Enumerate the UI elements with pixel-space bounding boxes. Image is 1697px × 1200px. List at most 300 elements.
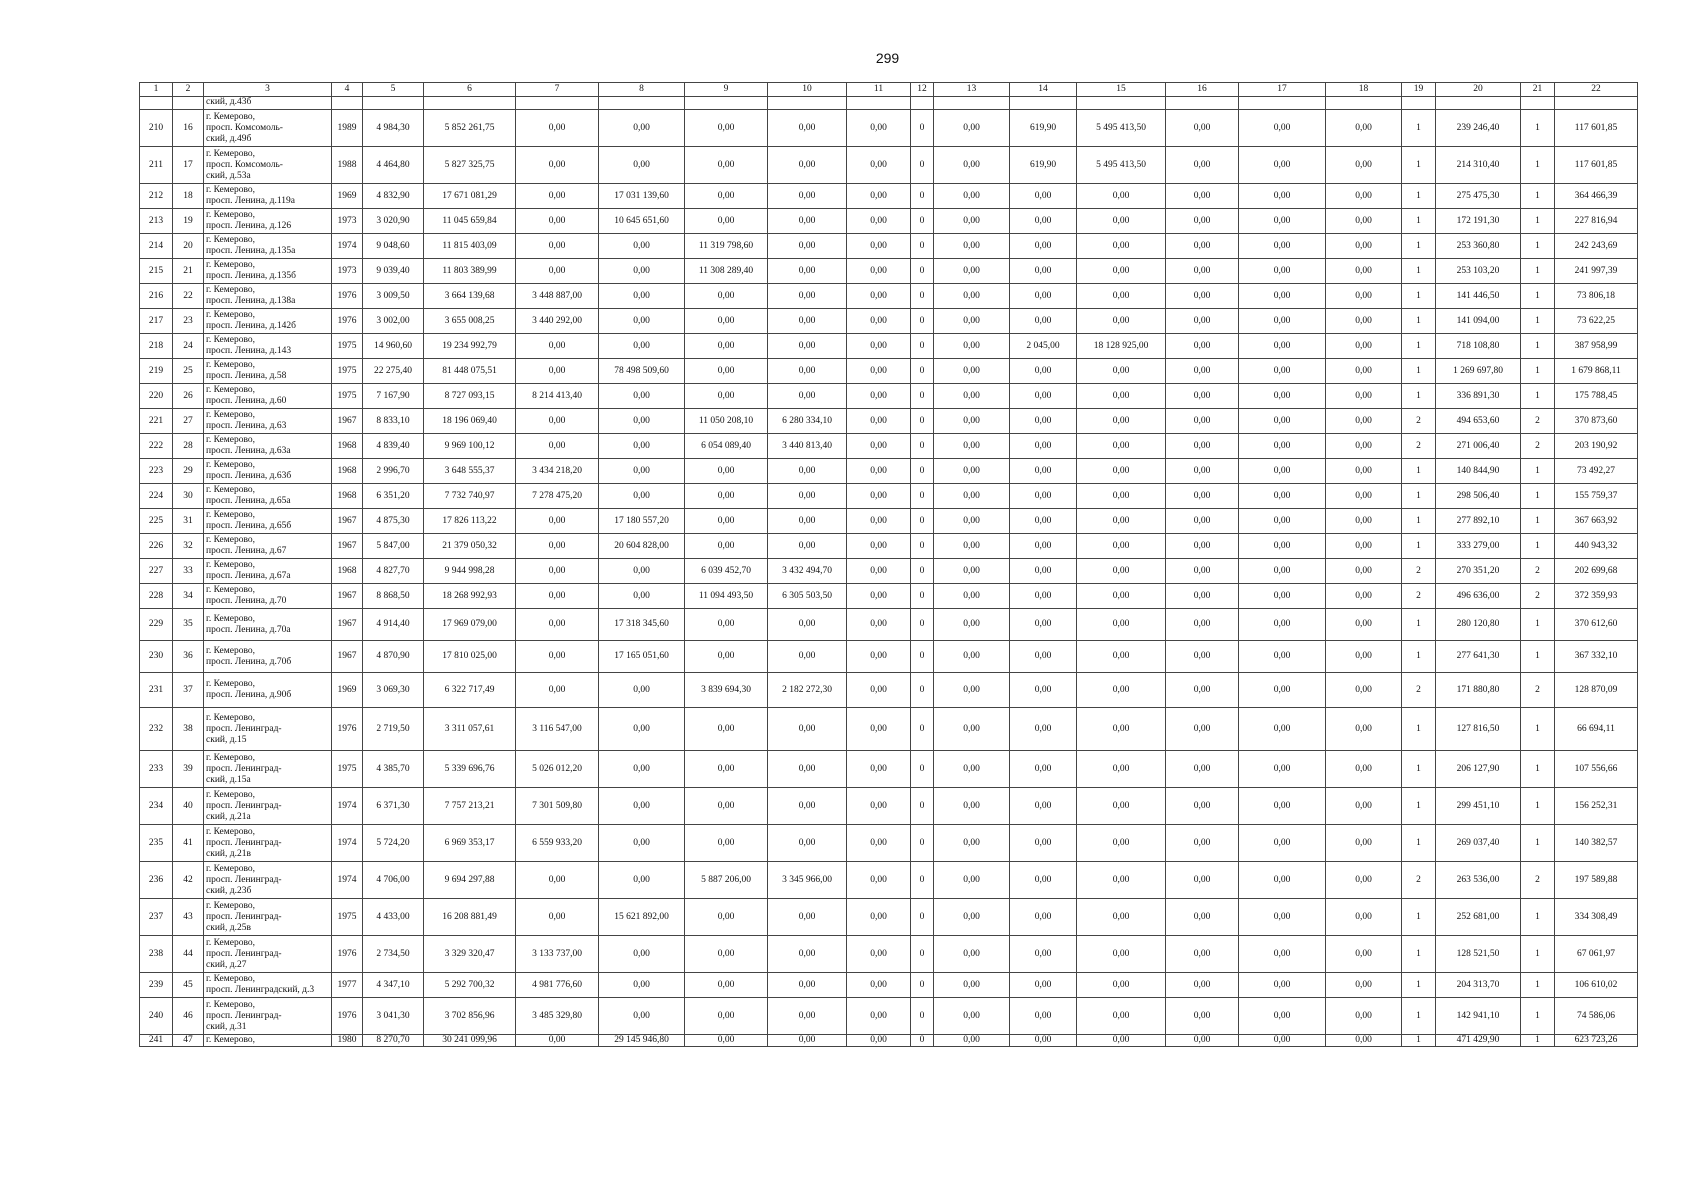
table-cell: 1 <box>1402 751 1436 788</box>
table-cell: 233 <box>140 751 173 788</box>
column-header: 2 <box>173 83 204 97</box>
table-cell: 3 069,30 <box>363 673 424 708</box>
table-cell: 21 379 050,32 <box>424 534 516 559</box>
table-cell: 8 214 413,40 <box>516 384 599 409</box>
table-cell: 17 826 113,22 <box>424 509 516 534</box>
table-cell: 241 997,39 <box>1555 259 1638 284</box>
table-cell: 2 <box>1521 559 1555 584</box>
address-cell: г. Кемерово, просп. Ленина, д.135б <box>204 259 332 284</box>
table-row <box>140 751 1638 788</box>
table-cell: 0,00 <box>934 609 1010 641</box>
table-cell: 0,00 <box>847 409 911 434</box>
table-cell: 0,00 <box>1077 708 1166 751</box>
table-cell: 0,00 <box>847 751 911 788</box>
table-cell: 0,00 <box>768 936 847 973</box>
table-cell: 18 128 925,00 <box>1077 334 1166 359</box>
table-cell: 0,00 <box>934 641 1010 673</box>
table-cell: 0,00 <box>685 359 768 384</box>
table-cell: 1 <box>1521 284 1555 309</box>
table-cell: 619,90 <box>1010 110 1077 147</box>
table-cell: 619,90 <box>1010 147 1077 184</box>
address-cell: г. Кемерово, просп. Ленина, д.65а <box>204 484 332 509</box>
table-cell: 0,00 <box>1010 309 1077 334</box>
table-cell: 0,00 <box>1010 708 1077 751</box>
table-cell: 0,00 <box>685 147 768 184</box>
table-cell <box>934 97 1010 110</box>
table-cell: 2 <box>1402 584 1436 609</box>
table-cell: 240 <box>140 998 173 1035</box>
table-cell: 1 <box>1402 973 1436 998</box>
table-cell: 128 521,50 <box>1436 936 1521 973</box>
address-cell: г. Кемерово, просп. Ленинград- ский, д.25в <box>204 899 332 936</box>
table-cell: 228 <box>140 584 173 609</box>
table-cell: 0,00 <box>1326 434 1402 459</box>
table-cell: 471 429,90 <box>1436 1035 1521 1047</box>
table-cell: 0,00 <box>685 788 768 825</box>
address-cell: г. Кемерово, просп. Ленина, д.143 <box>204 334 332 359</box>
column-header: 12 <box>911 83 934 97</box>
table-cell: 0,00 <box>1010 641 1077 673</box>
table-cell: 0,00 <box>1326 998 1402 1035</box>
table-cell: 0,00 <box>847 209 911 234</box>
column-header: 5 <box>363 83 424 97</box>
table-cell: 0,00 <box>768 534 847 559</box>
table-cell: 231 <box>140 673 173 708</box>
table-cell: 0,00 <box>1166 334 1239 359</box>
table-cell: 0,00 <box>768 147 847 184</box>
address-cell: г. Кемерово, просп. Ленина, д.70а <box>204 609 332 641</box>
table-cell: 3 329 320,47 <box>424 936 516 973</box>
table-cell: 17 <box>173 147 204 184</box>
table-cell <box>685 97 768 110</box>
table-cell: 0,00 <box>599 825 685 862</box>
table-cell: 0,00 <box>1166 534 1239 559</box>
table-cell: 334 308,49 <box>1555 899 1638 936</box>
table-cell: 263 536,00 <box>1436 862 1521 899</box>
table-row <box>140 998 1638 1035</box>
table-cell: 1976 <box>332 998 363 1035</box>
table-cell: 0,00 <box>1166 673 1239 708</box>
table-cell: 0,00 <box>934 1035 1010 1047</box>
table-cell: 5 827 325,75 <box>424 147 516 184</box>
table-cell: 0,00 <box>516 899 599 936</box>
table-cell <box>424 97 516 110</box>
address-cell: г. Кемерово, просп. Ленина, д.90б <box>204 673 332 708</box>
table-cell: 0,00 <box>847 459 911 484</box>
table-cell: 220 <box>140 384 173 409</box>
table-cell: 141 094,00 <box>1436 309 1521 334</box>
table-cell: 227 816,94 <box>1555 209 1638 234</box>
table-cell: 0,00 <box>1166 609 1239 641</box>
table-cell: 0,00 <box>1077 973 1166 998</box>
table-cell: 1975 <box>332 334 363 359</box>
table-cell: 39 <box>173 751 204 788</box>
table-cell: 17 180 557,20 <box>599 509 685 534</box>
table-cell <box>363 97 424 110</box>
table-cell: 0,00 <box>847 309 911 334</box>
table-cell: 0,00 <box>1077 899 1166 936</box>
table-cell: 0,00 <box>1010 184 1077 209</box>
table-cell: 40 <box>173 788 204 825</box>
table-cell: 78 498 509,60 <box>599 359 685 384</box>
table-cell: 3 009,50 <box>363 284 424 309</box>
table-cell: 0,00 <box>1239 334 1326 359</box>
table-cell: 0,00 <box>1239 751 1326 788</box>
table-cell: 0 <box>911 209 934 234</box>
table-cell: 0,00 <box>768 708 847 751</box>
table-cell: 7 301 509,80 <box>516 788 599 825</box>
table-cell: 18 <box>173 184 204 209</box>
table-cell: 43 <box>173 899 204 936</box>
table-cell: 496 636,00 <box>1436 584 1521 609</box>
table-cell <box>768 97 847 110</box>
table-cell: 45 <box>173 973 204 998</box>
table-cell: 0,00 <box>1239 609 1326 641</box>
table-cell: 4 827,70 <box>363 559 424 584</box>
table-cell: 0,00 <box>1239 936 1326 973</box>
table-cell: 0,00 <box>1166 409 1239 434</box>
table-cell: 225 <box>140 509 173 534</box>
table-cell: 73 806,18 <box>1555 284 1638 309</box>
table-cell: 0,00 <box>1326 484 1402 509</box>
column-header: 8 <box>599 83 685 97</box>
table-cell: 0 <box>911 459 934 484</box>
table-cell: 0,00 <box>516 534 599 559</box>
table-cell: 0,00 <box>1239 673 1326 708</box>
table-cell: 0,00 <box>516 509 599 534</box>
table-cell: 3 432 494,70 <box>768 559 847 584</box>
table-cell: 0,00 <box>685 998 768 1035</box>
table-cell: 202 699,68 <box>1555 559 1638 584</box>
table-cell: 0,00 <box>599 584 685 609</box>
table-cell: 1974 <box>332 825 363 862</box>
table-cell: 5 852 261,75 <box>424 110 516 147</box>
table-cell: 0 <box>911 334 934 359</box>
table-cell: 0,00 <box>768 234 847 259</box>
table-cell: 0,00 <box>599 259 685 284</box>
table-cell: 6 054 089,40 <box>685 434 768 459</box>
table-cell: 4 706,00 <box>363 862 424 899</box>
table-cell: 372 359,93 <box>1555 584 1638 609</box>
table-cell: 38 <box>173 708 204 751</box>
address-cell: г. Кемерово, просп. Комсомоль- ский, д.49б <box>204 110 332 147</box>
table-cell: 0,00 <box>1239 899 1326 936</box>
table-cell: 364 466,39 <box>1555 184 1638 209</box>
table-cell: 0,00 <box>1326 609 1402 641</box>
column-header: 17 <box>1239 83 1326 97</box>
table-cell: 0,00 <box>847 384 911 409</box>
table-cell: 4 870,90 <box>363 641 424 673</box>
table-cell: 8 727 093,15 <box>424 384 516 409</box>
table-cell: 0,00 <box>1077 1035 1166 1047</box>
table-cell: 0,00 <box>1239 384 1326 409</box>
table-cell: 11 815 403,09 <box>424 234 516 259</box>
table-cell: 0,00 <box>1166 899 1239 936</box>
table-cell: 2 <box>1521 409 1555 434</box>
table-cell: 0,00 <box>847 641 911 673</box>
table-cell: 17 031 139,60 <box>599 184 685 209</box>
table-cell: 1 <box>1521 234 1555 259</box>
table-cell: 47 <box>173 1035 204 1047</box>
table-cell: 1968 <box>332 484 363 509</box>
table-cell: 4 832,90 <box>363 184 424 209</box>
table-cell: 0,00 <box>1239 259 1326 284</box>
table-cell: 0,00 <box>1239 708 1326 751</box>
table-cell: 0,00 <box>1077 584 1166 609</box>
table-cell: 0,00 <box>847 434 911 459</box>
table-cell: 5 495 413,50 <box>1077 110 1166 147</box>
table-cell: 9 694 297,88 <box>424 862 516 899</box>
table-cell: 19 <box>173 209 204 234</box>
address-cell: г. Кемерово, просп. Ленинград- ский, д.15 <box>204 708 332 751</box>
table-cell: 0,00 <box>768 825 847 862</box>
column-header: 6 <box>424 83 516 97</box>
table-cell: 0,00 <box>1326 973 1402 998</box>
table-cell: 5 292 700,32 <box>424 973 516 998</box>
table-cell: 275 475,30 <box>1436 184 1521 209</box>
table-cell: 1 <box>1402 484 1436 509</box>
table-cell: 0,00 <box>1010 936 1077 973</box>
table-cell: 232 <box>140 708 173 751</box>
table-cell: 20 604 828,00 <box>599 534 685 559</box>
table-cell: 140 844,90 <box>1436 459 1521 484</box>
table-cell: 0,00 <box>934 708 1010 751</box>
table-cell: 0,00 <box>685 484 768 509</box>
table-cell: 242 243,69 <box>1555 234 1638 259</box>
address-cell: г. Кемерово, просп. Ленина, д.70 <box>204 584 332 609</box>
table-cell: 1967 <box>332 584 363 609</box>
table-cell: 0,00 <box>1166 459 1239 484</box>
table-cell: 15 621 892,00 <box>599 899 685 936</box>
table-cell: 0 <box>911 862 934 899</box>
table-cell: 0,00 <box>516 184 599 209</box>
table-cell: 175 788,45 <box>1555 384 1638 409</box>
table-cell: 0,00 <box>599 284 685 309</box>
table-cell: 0 <box>911 584 934 609</box>
table-cell: 298 506,40 <box>1436 484 1521 509</box>
table-cell: 7 278 475,20 <box>516 484 599 509</box>
table-cell: 1 <box>1402 334 1436 359</box>
table-cell: 156 252,31 <box>1555 788 1638 825</box>
table-cell: 0,00 <box>599 936 685 973</box>
address-cell: г. Кемерово, просп. Ленина, д.70б <box>204 641 332 673</box>
table-cell: 0,00 <box>516 234 599 259</box>
table-cell: 212 <box>140 184 173 209</box>
table-cell: 0,00 <box>1010 234 1077 259</box>
table-cell: 0,00 <box>847 609 911 641</box>
table-cell: 1967 <box>332 609 363 641</box>
table-cell: 0,00 <box>847 899 911 936</box>
table-cell <box>1010 97 1077 110</box>
table-cell: 0,00 <box>847 284 911 309</box>
address-cell: г. Кемерово, просп. Ленина, д.126 <box>204 209 332 234</box>
table-cell: 2 <box>1521 673 1555 708</box>
address-cell: г. Кемерово, просп. Ленина, д.138а <box>204 284 332 309</box>
table-cell: 0 <box>911 609 934 641</box>
table-cell: 1969 <box>332 184 363 209</box>
table-cell: 0,00 <box>1166 209 1239 234</box>
table-cell: 172 191,30 <box>1436 209 1521 234</box>
table-cell: 1 <box>1402 899 1436 936</box>
table-cell: 0,00 <box>599 409 685 434</box>
table-cell: 0,00 <box>1166 862 1239 899</box>
table-cell: 214 310,40 <box>1436 147 1521 184</box>
table-cell: 0,00 <box>1239 559 1326 584</box>
table-cell: 0,00 <box>1166 641 1239 673</box>
table-cell: 336 891,30 <box>1436 384 1521 409</box>
table-cell: 0,00 <box>1326 788 1402 825</box>
table-cell: 0,00 <box>847 862 911 899</box>
table-cell: 8 868,50 <box>363 584 424 609</box>
table-cell: 0,00 <box>1239 184 1326 209</box>
table-cell: 1 <box>1521 534 1555 559</box>
table-cell: 0,00 <box>1166 147 1239 184</box>
table-row <box>140 708 1638 751</box>
table-cell: 0,00 <box>1010 459 1077 484</box>
table-cell: 1967 <box>332 641 363 673</box>
table-cell: 6 322 717,49 <box>424 673 516 708</box>
table-row <box>140 459 1638 484</box>
table-row <box>140 147 1638 184</box>
table-cell: 74 586,06 <box>1555 998 1638 1035</box>
table-cell: 0,00 <box>516 609 599 641</box>
table-cell: 0,00 <box>1239 309 1326 334</box>
table-row <box>140 534 1638 559</box>
table-cell: 213 <box>140 209 173 234</box>
table-cell: 252 681,00 <box>1436 899 1521 936</box>
table-cell: 3 041,30 <box>363 998 424 1035</box>
table-cell: 0,00 <box>516 359 599 384</box>
table-cell: 1975 <box>332 384 363 409</box>
table-cell: 128 870,09 <box>1555 673 1638 708</box>
table-cell: 16 <box>173 110 204 147</box>
address-cell: г. Кемерово, просп. Ленина, д.119а <box>204 184 332 209</box>
table-cell: 241 <box>140 1035 173 1047</box>
table-cell: 0 <box>911 899 934 936</box>
table-cell: 0,00 <box>1326 708 1402 751</box>
table-cell: 0,00 <box>1010 384 1077 409</box>
table-cell: 0,00 <box>934 825 1010 862</box>
table-cell: 73 492,27 <box>1555 459 1638 484</box>
table-cell: 0,00 <box>516 434 599 459</box>
table-cell: 6 969 353,17 <box>424 825 516 862</box>
table-cell: 0,00 <box>685 110 768 147</box>
table-cell: 0,00 <box>1077 384 1166 409</box>
table-cell: 0,00 <box>934 459 1010 484</box>
table-cell: 1968 <box>332 559 363 584</box>
table-cell: 1 <box>1402 609 1436 641</box>
table-cell: 2 <box>1402 434 1436 459</box>
table-cell: 25 <box>173 359 204 384</box>
table-cell: 0,00 <box>1326 209 1402 234</box>
table-cell: 239 <box>140 973 173 998</box>
table-cell: 0,00 <box>1010 862 1077 899</box>
table-cell: 1 <box>1521 309 1555 334</box>
table-cell: 269 037,40 <box>1436 825 1521 862</box>
table-cell: 21 <box>173 259 204 284</box>
table-cell: 3 133 737,00 <box>516 936 599 973</box>
table-cell: 0,00 <box>685 973 768 998</box>
table-cell: 7 167,90 <box>363 384 424 409</box>
table-cell: 0,00 <box>1166 509 1239 534</box>
column-header: 1 <box>140 83 173 97</box>
table-cell: 16 208 881,49 <box>424 899 516 936</box>
table-cell: 0,00 <box>1166 359 1239 384</box>
table-cell: 17 671 081,29 <box>424 184 516 209</box>
table-cell: 0 <box>911 751 934 788</box>
table-cell: 0 <box>911 409 934 434</box>
table-cell: 370 612,60 <box>1555 609 1638 641</box>
table-cell: 0,00 <box>934 751 1010 788</box>
table-cell: 0,00 <box>934 184 1010 209</box>
table-cell: 0,00 <box>1239 862 1326 899</box>
table-cell: 333 279,00 <box>1436 534 1521 559</box>
column-header: 22 <box>1555 83 1638 97</box>
column-header: 4 <box>332 83 363 97</box>
table-cell: 0,00 <box>1166 259 1239 284</box>
table-cell: 0 <box>911 534 934 559</box>
table-cell: 0,00 <box>847 484 911 509</box>
column-header: 20 <box>1436 83 1521 97</box>
table-cell: 0,00 <box>768 284 847 309</box>
table-cell: 31 <box>173 509 204 534</box>
table-cell: 6 351,20 <box>363 484 424 509</box>
table-cell: 35 <box>173 609 204 641</box>
table-cell: 0,00 <box>1239 284 1326 309</box>
table-cell: 0,00 <box>1166 559 1239 584</box>
table-cell: 0,00 <box>516 862 599 899</box>
table-cell: 1 <box>1521 641 1555 673</box>
table-cell: 1 <box>1521 708 1555 751</box>
table-cell: 3 002,00 <box>363 309 424 334</box>
table-cell: 0,00 <box>1077 309 1166 334</box>
table-cell: 67 061,97 <box>1555 936 1638 973</box>
table-cell: 0,00 <box>847 259 911 284</box>
table-cell: 0,00 <box>768 641 847 673</box>
table-cell: 41 <box>173 825 204 862</box>
table-cell: 26 <box>173 384 204 409</box>
table-cell: 0,00 <box>1239 534 1326 559</box>
table-cell: 22 <box>173 284 204 309</box>
table-cell: 0,00 <box>934 384 1010 409</box>
column-header: 7 <box>516 83 599 97</box>
table-cell: 1988 <box>332 147 363 184</box>
table-cell: 0 <box>911 184 934 209</box>
table-row <box>140 284 1638 309</box>
table-cell: 0,00 <box>934 484 1010 509</box>
table-cell: 29 145 946,80 <box>599 1035 685 1047</box>
table-row <box>140 309 1638 334</box>
table-cell: 1 <box>1521 184 1555 209</box>
table-cell: 0,00 <box>1010 751 1077 788</box>
table-cell: 1 <box>1402 825 1436 862</box>
table-cell: 0,00 <box>934 309 1010 334</box>
table-cell: 18 268 992,93 <box>424 584 516 609</box>
table-cell: 204 313,70 <box>1436 973 1521 998</box>
table-cell: 29 <box>173 459 204 484</box>
table-cell: 0,00 <box>768 384 847 409</box>
column-header: 18 <box>1326 83 1402 97</box>
table-cell: 0,00 <box>847 359 911 384</box>
table-row <box>140 641 1638 673</box>
table-cell: 28 <box>173 434 204 459</box>
table-cell: 1 <box>1521 509 1555 534</box>
table-cell: 1967 <box>332 509 363 534</box>
table-cell: 0,00 <box>1166 936 1239 973</box>
table-cell: 34 <box>173 584 204 609</box>
table-cell: 0,00 <box>934 284 1010 309</box>
table-cell: 0,00 <box>516 559 599 584</box>
